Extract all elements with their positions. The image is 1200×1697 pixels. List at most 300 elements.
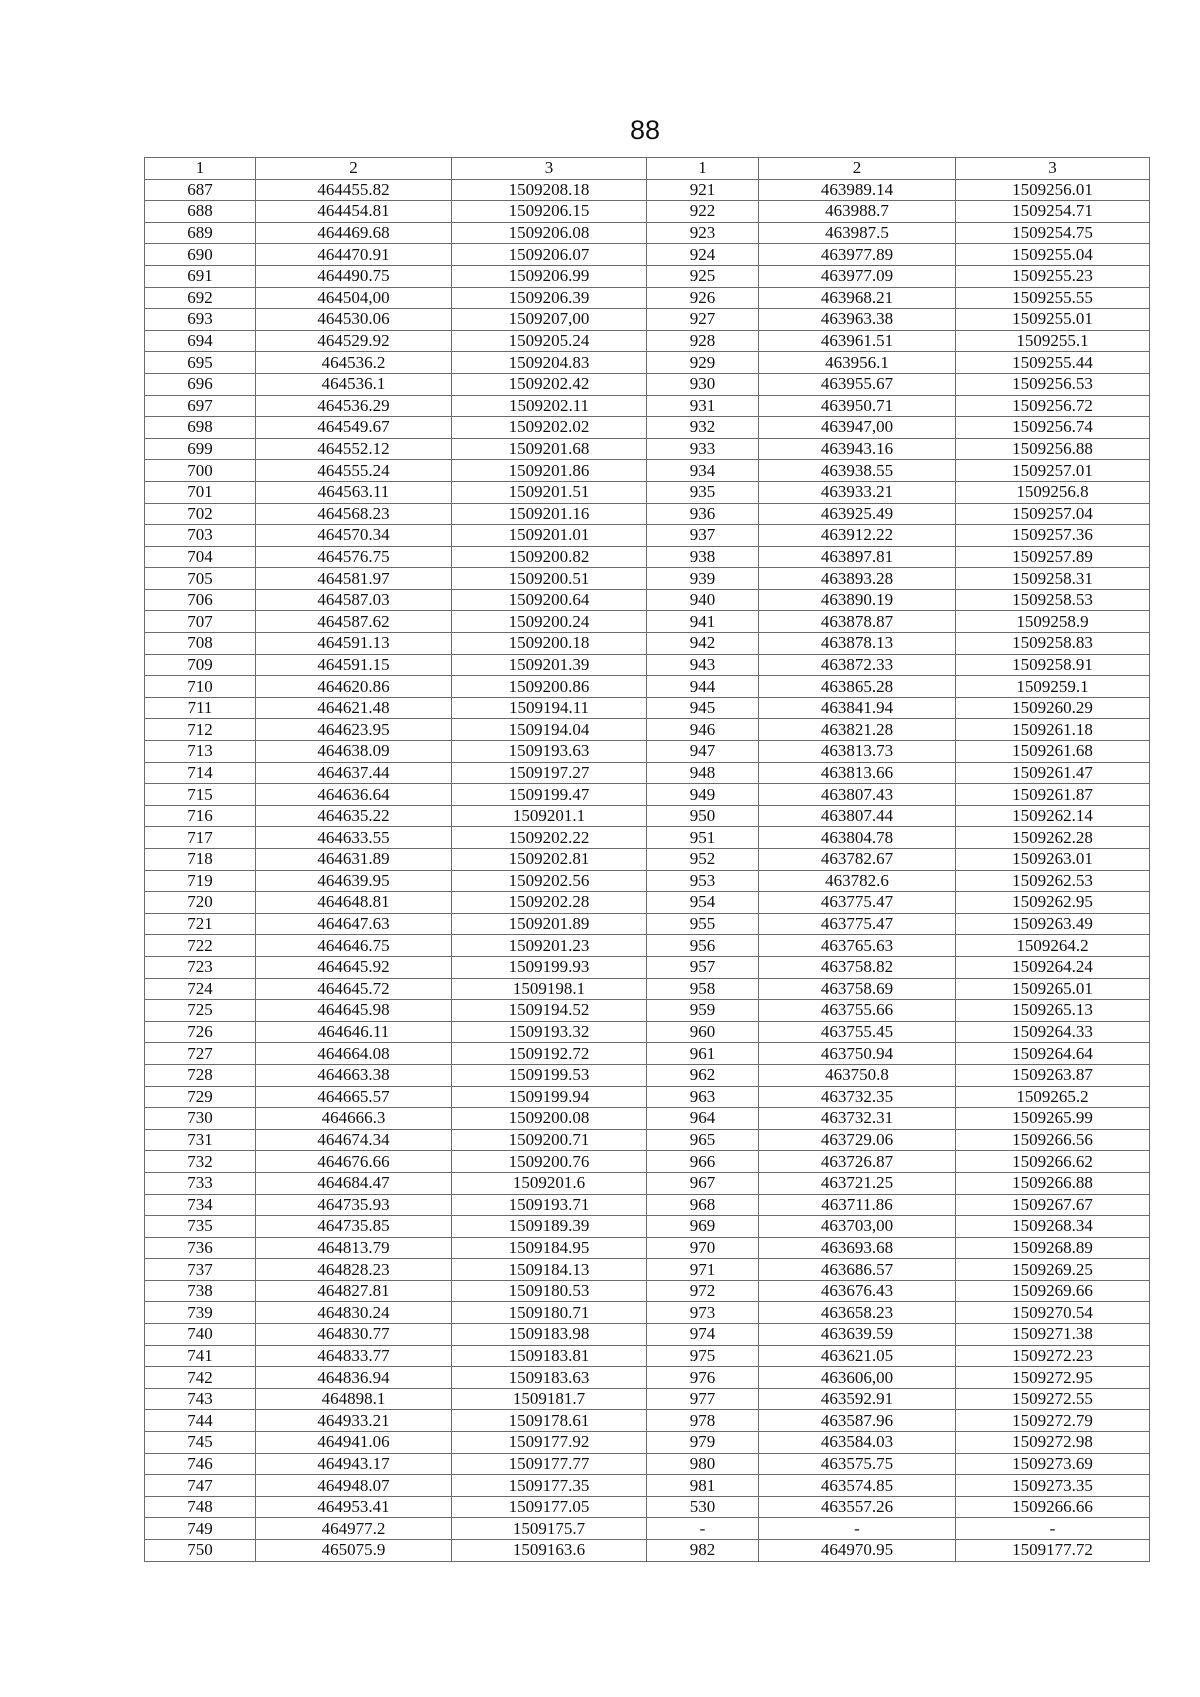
table-cell: 463878.87 xyxy=(759,611,956,633)
table-cell: 732 xyxy=(145,1151,256,1173)
table-cell: 1509264.33 xyxy=(956,1021,1150,1043)
table-cell: 927 xyxy=(647,309,759,331)
table-cell: 463584.03 xyxy=(759,1432,956,1454)
table-cell: 463621.05 xyxy=(759,1345,956,1367)
table-cell: 1509199.47 xyxy=(452,784,647,806)
table-cell: 695 xyxy=(145,352,256,374)
table-cell: 463711.86 xyxy=(759,1194,956,1216)
table-cell: 1509266.88 xyxy=(956,1172,1150,1194)
table-row xyxy=(145,1324,1150,1346)
table-cell: 1509208.18 xyxy=(452,179,647,201)
table-cell: 721 xyxy=(145,913,256,935)
table-row xyxy=(145,481,1150,503)
table-cell: 706 xyxy=(145,589,256,611)
table-cell: 464536.2 xyxy=(256,352,452,374)
table-cell: 464620.86 xyxy=(256,676,452,698)
table-row xyxy=(145,1496,1150,1518)
table-row xyxy=(145,1410,1150,1432)
table-cell: 731 xyxy=(145,1129,256,1151)
table-cell: 707 xyxy=(145,611,256,633)
table-cell: 1509272.95 xyxy=(956,1367,1150,1389)
table-cell: 1509184.13 xyxy=(452,1259,647,1281)
table-row xyxy=(145,1129,1150,1151)
table-row xyxy=(145,978,1150,1000)
table-cell: 464676.66 xyxy=(256,1151,452,1173)
table-cell: 464813.79 xyxy=(256,1237,452,1259)
table-cell: 463813.66 xyxy=(759,762,956,784)
table-cell: 935 xyxy=(647,481,759,503)
table-cell: 943 xyxy=(647,654,759,676)
table-cell: 928 xyxy=(647,330,759,352)
table-cell: 725 xyxy=(145,1000,256,1022)
table-cell: 1509264.2 xyxy=(956,935,1150,957)
table-cell: 1509202.22 xyxy=(452,827,647,849)
table-cell: 921 xyxy=(647,179,759,201)
table-cell: 956 xyxy=(647,935,759,957)
table-row xyxy=(145,913,1150,935)
table-cell: 713 xyxy=(145,741,256,763)
table-cell: 1509256.8 xyxy=(956,481,1150,503)
table-row xyxy=(145,309,1150,331)
table-cell: 463557.26 xyxy=(759,1496,956,1518)
table-cell: 717 xyxy=(145,827,256,849)
table-row xyxy=(145,849,1150,871)
table-cell: 464587.03 xyxy=(256,589,452,611)
table-cell: 730 xyxy=(145,1108,256,1130)
header-cell: 1 xyxy=(145,158,256,180)
table-cell: 1509266.66 xyxy=(956,1496,1150,1518)
table-cell: 464948.07 xyxy=(256,1475,452,1497)
table-cell: 1509258.53 xyxy=(956,589,1150,611)
table-row xyxy=(145,1388,1150,1410)
table-cell: 1509261.47 xyxy=(956,762,1150,784)
header-cell: 2 xyxy=(256,158,452,180)
table-cell: 1509255.44 xyxy=(956,352,1150,374)
table-cell: 703 xyxy=(145,525,256,547)
table-cell: 1509262.53 xyxy=(956,870,1150,892)
table-cell: 1509259.1 xyxy=(956,676,1150,698)
table-cell: 463729.06 xyxy=(759,1129,956,1151)
table-row xyxy=(145,805,1150,827)
table-cell: 1509202.56 xyxy=(452,870,647,892)
table-cell: 1509265.13 xyxy=(956,1000,1150,1022)
table-row xyxy=(145,568,1150,590)
table-row xyxy=(145,244,1150,266)
table-cell: 743 xyxy=(145,1388,256,1410)
table-cell: 745 xyxy=(145,1432,256,1454)
table-cell: 1509257.04 xyxy=(956,503,1150,525)
table-cell: 931 xyxy=(647,395,759,417)
table-cell: 1509271.38 xyxy=(956,1324,1150,1346)
table-cell: 463807.44 xyxy=(759,805,956,827)
table-cell: 1509264.64 xyxy=(956,1043,1150,1065)
table-cell: 464836.94 xyxy=(256,1367,452,1389)
table-cell: 1509202.81 xyxy=(452,849,647,871)
table-cell: 464637.44 xyxy=(256,762,452,784)
table-cell: 463943.16 xyxy=(759,438,956,460)
table-cell: 464555.24 xyxy=(256,460,452,482)
table-cell: 722 xyxy=(145,935,256,957)
table-row xyxy=(145,654,1150,676)
table-cell: 464674.34 xyxy=(256,1129,452,1151)
table-cell: 463977.09 xyxy=(759,265,956,287)
table-cell: 697 xyxy=(145,395,256,417)
table-cell: 1509202.02 xyxy=(452,417,647,439)
table-cell: 463988.7 xyxy=(759,201,956,223)
table-cell: 1509200.82 xyxy=(452,546,647,568)
table-cell: 1509256.72 xyxy=(956,395,1150,417)
table-cell: 1509202.28 xyxy=(452,892,647,914)
coordinates-table xyxy=(144,157,1150,1562)
table-cell: 961 xyxy=(647,1043,759,1065)
table-cell: 463890.19 xyxy=(759,589,956,611)
table-cell: 1509267.67 xyxy=(956,1194,1150,1216)
table-cell: 1509206.15 xyxy=(452,201,647,223)
table-cell: 1509263.87 xyxy=(956,1064,1150,1086)
table-cell: 463987.5 xyxy=(759,222,956,244)
table-row xyxy=(145,525,1150,547)
table-cell: 1509194.11 xyxy=(452,697,647,719)
table-cell: 463897.81 xyxy=(759,546,956,568)
table-row xyxy=(145,546,1150,568)
table-cell: 464633.55 xyxy=(256,827,452,849)
table-cell: 1509272.23 xyxy=(956,1345,1150,1367)
table-cell: 464645.72 xyxy=(256,978,452,1000)
table-cell: 1509177.05 xyxy=(452,1496,647,1518)
table-row xyxy=(145,784,1150,806)
table-cell: 1509178.61 xyxy=(452,1410,647,1432)
table-row xyxy=(145,395,1150,417)
table-row xyxy=(145,287,1150,309)
table-cell: 463686.57 xyxy=(759,1259,956,1281)
table-cell: 968 xyxy=(647,1194,759,1216)
table-cell: 464529.92 xyxy=(256,330,452,352)
table-cell: 934 xyxy=(647,460,759,482)
table-cell: 727 xyxy=(145,1043,256,1065)
table-cell: 463878.13 xyxy=(759,633,956,655)
table-row xyxy=(145,589,1150,611)
table-cell: 464536.1 xyxy=(256,373,452,395)
table-cell: 464970.95 xyxy=(759,1540,956,1562)
table-row xyxy=(145,1280,1150,1302)
table-cell: 1509255.01 xyxy=(956,309,1150,331)
table-cell: 464623.95 xyxy=(256,719,452,741)
table-cell: 1509256.53 xyxy=(956,373,1150,395)
table-cell: 1509201.16 xyxy=(452,503,647,525)
table-cell: 1509262.28 xyxy=(956,827,1150,849)
table-row xyxy=(145,1453,1150,1475)
table-row xyxy=(145,1237,1150,1259)
table-row xyxy=(145,352,1150,374)
table-row xyxy=(145,1518,1150,1540)
table-cell: 463977.89 xyxy=(759,244,956,266)
table-cell: 1509206.08 xyxy=(452,222,647,244)
table-cell: 701 xyxy=(145,481,256,503)
table-cell: 463676.43 xyxy=(759,1280,956,1302)
table-cell: 463726.87 xyxy=(759,1151,956,1173)
table-cell: 1509183.98 xyxy=(452,1324,647,1346)
table-cell: 960 xyxy=(647,1021,759,1043)
table-cell: 750 xyxy=(145,1540,256,1562)
table-cell: 463947,00 xyxy=(759,417,956,439)
table-cell: 463574.85 xyxy=(759,1475,956,1497)
table-cell: 747 xyxy=(145,1475,256,1497)
table-cell: 938 xyxy=(647,546,759,568)
table-cell: 463807.43 xyxy=(759,784,956,806)
table-cell: 464735.85 xyxy=(256,1216,452,1238)
table-cell: 463587.96 xyxy=(759,1410,956,1432)
table-cell: 463933.21 xyxy=(759,481,956,503)
table-cell: 463968.21 xyxy=(759,287,956,309)
table-cell: 951 xyxy=(647,827,759,849)
header-cell: 2 xyxy=(759,158,956,180)
table-cell: 715 xyxy=(145,784,256,806)
table-cell: 749 xyxy=(145,1518,256,1540)
table-cell: 1509269.66 xyxy=(956,1280,1150,1302)
table-cell: 463775.47 xyxy=(759,892,956,914)
table-cell: 1509256.88 xyxy=(956,438,1150,460)
table-cell: 728 xyxy=(145,1064,256,1086)
table-cell: 1509254.75 xyxy=(956,222,1150,244)
table-row xyxy=(145,222,1150,244)
table-cell: 1509202.11 xyxy=(452,395,647,417)
table-row xyxy=(145,1043,1150,1065)
table-cell: 950 xyxy=(647,805,759,827)
table-row xyxy=(145,1064,1150,1086)
table-cell: 464647.63 xyxy=(256,913,452,935)
table-cell: 980 xyxy=(647,1453,759,1475)
table-cell: 1509255.04 xyxy=(956,244,1150,266)
table-cell: 693 xyxy=(145,309,256,331)
table-cell: 464504,00 xyxy=(256,287,452,309)
table-cell: 1509193.32 xyxy=(452,1021,647,1043)
table-cell: 971 xyxy=(647,1259,759,1281)
table-cell: 463782.67 xyxy=(759,849,956,871)
table-cell: 689 xyxy=(145,222,256,244)
table-cell: 709 xyxy=(145,654,256,676)
table-cell: 463956.1 xyxy=(759,352,956,374)
table-cell: 957 xyxy=(647,956,759,978)
table-cell: 1509200.24 xyxy=(452,611,647,633)
header-cell: 3 xyxy=(956,158,1150,180)
table-cell: 947 xyxy=(647,741,759,763)
table-cell: 1509189.39 xyxy=(452,1216,647,1238)
table-cell: 1509206.99 xyxy=(452,265,647,287)
table-cell: 724 xyxy=(145,978,256,1000)
table-cell: 696 xyxy=(145,373,256,395)
table-cell: 1509200.71 xyxy=(452,1129,647,1151)
table-cell: 972 xyxy=(647,1280,759,1302)
table-cell: 464636.64 xyxy=(256,784,452,806)
table-cell: 464631.89 xyxy=(256,849,452,871)
table-cell: 1509201.6 xyxy=(452,1172,647,1194)
table-row xyxy=(145,417,1150,439)
table-cell: 1509257.01 xyxy=(956,460,1150,482)
table-cell: 948 xyxy=(647,762,759,784)
table-cell: 464665.57 xyxy=(256,1086,452,1108)
table-cell: 692 xyxy=(145,287,256,309)
table-cell: 1509273.35 xyxy=(956,1475,1150,1497)
table-cell: 464454.81 xyxy=(256,201,452,223)
table-cell: 464563.11 xyxy=(256,481,452,503)
table-cell: 1509201.89 xyxy=(452,913,647,935)
table-cell: 981 xyxy=(647,1475,759,1497)
table-cell: 970 xyxy=(647,1237,759,1259)
table-cell: 930 xyxy=(647,373,759,395)
table-cell: 1509197.27 xyxy=(452,762,647,784)
table-row xyxy=(145,201,1150,223)
table-cell: 464549.67 xyxy=(256,417,452,439)
table-cell: 463758.82 xyxy=(759,956,956,978)
table-cell: 464648.81 xyxy=(256,892,452,914)
table-cell: - xyxy=(647,1518,759,1540)
table-cell: 1509184.95 xyxy=(452,1237,647,1259)
header-cell: 3 xyxy=(452,158,647,180)
table-row xyxy=(145,1540,1150,1562)
table-cell: 1509256.01 xyxy=(956,179,1150,201)
table-cell: 1509269.25 xyxy=(956,1259,1150,1281)
table-cell: 719 xyxy=(145,870,256,892)
table-row xyxy=(145,460,1150,482)
table-cell: 463912.22 xyxy=(759,525,956,547)
table-row xyxy=(145,1086,1150,1108)
table-cell: 1509200.08 xyxy=(452,1108,647,1130)
table-cell: 1509273.69 xyxy=(956,1453,1150,1475)
table-cell: 973 xyxy=(647,1302,759,1324)
table-row xyxy=(145,1172,1150,1194)
table-cell: 926 xyxy=(647,287,759,309)
table-row xyxy=(145,676,1150,698)
table-cell: 738 xyxy=(145,1280,256,1302)
table-row xyxy=(145,1151,1150,1173)
table-cell: 702 xyxy=(145,503,256,525)
table-cell: 1509200.64 xyxy=(452,589,647,611)
table-cell: 936 xyxy=(647,503,759,525)
table-cell: 933 xyxy=(647,438,759,460)
table-cell: 975 xyxy=(647,1345,759,1367)
table-cell: 464830.77 xyxy=(256,1324,452,1346)
table-cell: 463821.28 xyxy=(759,719,956,741)
table-cell: 1509194.04 xyxy=(452,719,647,741)
table-cell: 718 xyxy=(145,849,256,871)
table-cell: 946 xyxy=(647,719,759,741)
table-cell: 952 xyxy=(647,849,759,871)
table-cell: 962 xyxy=(647,1064,759,1086)
table-cell: 735 xyxy=(145,1216,256,1238)
table-cell: 958 xyxy=(647,978,759,1000)
table-row xyxy=(145,892,1150,914)
table-cell: 1509177.92 xyxy=(452,1432,647,1454)
table-cell: 464666.3 xyxy=(256,1108,452,1130)
table-cell: 1509262.14 xyxy=(956,805,1150,827)
table-cell: 1509206.07 xyxy=(452,244,647,266)
table-cell: 1509265.01 xyxy=(956,978,1150,1000)
table-cell: 463732.35 xyxy=(759,1086,956,1108)
table-row xyxy=(145,179,1150,201)
table-cell: 464828.23 xyxy=(256,1259,452,1281)
table-cell: 694 xyxy=(145,330,256,352)
table-cell: - xyxy=(956,1518,1150,1540)
table-cell: 463758.69 xyxy=(759,978,956,1000)
table-cell: 463841.94 xyxy=(759,697,956,719)
table-cell: 925 xyxy=(647,265,759,287)
table-cell: 1509256.74 xyxy=(956,417,1150,439)
table-cell: 1509201.86 xyxy=(452,460,647,482)
table-cell: 704 xyxy=(145,546,256,568)
table-cell: 464576.75 xyxy=(256,546,452,568)
table-cell: 1509254.71 xyxy=(956,201,1150,223)
table-cell: 1509207,00 xyxy=(452,309,647,331)
table-row xyxy=(145,503,1150,525)
table-cell: 1509261.87 xyxy=(956,784,1150,806)
table-cell: 1509266.62 xyxy=(956,1151,1150,1173)
table-cell: 1509198.1 xyxy=(452,978,647,1000)
table-cell: 955 xyxy=(647,913,759,935)
table-cell: 464645.98 xyxy=(256,1000,452,1022)
table-cell: 977 xyxy=(647,1388,759,1410)
table-cell: 463989.14 xyxy=(759,179,956,201)
table-cell: 1509175.7 xyxy=(452,1518,647,1540)
table-row xyxy=(145,330,1150,352)
table-cell: 1509272.98 xyxy=(956,1432,1150,1454)
table-cell: 464591.15 xyxy=(256,654,452,676)
table-cell: 742 xyxy=(145,1367,256,1389)
table-cell: 464664.08 xyxy=(256,1043,452,1065)
table-cell: 1509264.24 xyxy=(956,956,1150,978)
table-cell: 969 xyxy=(647,1216,759,1238)
table-cell: 463872.33 xyxy=(759,654,956,676)
table-cell: 734 xyxy=(145,1194,256,1216)
table-cell: 464933.21 xyxy=(256,1410,452,1432)
table-cell: 1509262.95 xyxy=(956,892,1150,914)
table-cell: 1509270.54 xyxy=(956,1302,1150,1324)
table-cell: 1509255.23 xyxy=(956,265,1150,287)
table-cell: 746 xyxy=(145,1453,256,1475)
table-cell: 1509177.35 xyxy=(452,1475,647,1497)
table-cell: 712 xyxy=(145,719,256,741)
table-cell: 937 xyxy=(647,525,759,547)
table-cell: 923 xyxy=(647,222,759,244)
table-row xyxy=(145,719,1150,741)
table-cell: 944 xyxy=(647,676,759,698)
table-cell: 705 xyxy=(145,568,256,590)
table-cell: 940 xyxy=(647,589,759,611)
table-cell: 463750.94 xyxy=(759,1043,956,1065)
table-cell: 464941.06 xyxy=(256,1432,452,1454)
table-cell: 464469.68 xyxy=(256,222,452,244)
table-cell: 1509272.55 xyxy=(956,1388,1150,1410)
table-cell: 954 xyxy=(647,892,759,914)
table-cell: 963 xyxy=(647,1086,759,1108)
table-cell: 741 xyxy=(145,1345,256,1367)
table-cell: 463813.73 xyxy=(759,741,956,763)
table-cell: 1509202.42 xyxy=(452,373,647,395)
table-cell: 726 xyxy=(145,1021,256,1043)
table-cell: 737 xyxy=(145,1259,256,1281)
table-cell: 1509258.31 xyxy=(956,568,1150,590)
table-cell: 1509272.79 xyxy=(956,1410,1150,1432)
table-cell: 464581.97 xyxy=(256,568,452,590)
table-cell: 463732.31 xyxy=(759,1108,956,1130)
table-cell: 464833.77 xyxy=(256,1345,452,1367)
table-cell: 739 xyxy=(145,1302,256,1324)
table-row xyxy=(145,1194,1150,1216)
table-cell: 1509263.01 xyxy=(956,849,1150,871)
table-cell: 1509200.76 xyxy=(452,1151,647,1173)
table-cell: 463755.45 xyxy=(759,1021,956,1043)
table-cell: 967 xyxy=(647,1172,759,1194)
table-cell: 736 xyxy=(145,1237,256,1259)
